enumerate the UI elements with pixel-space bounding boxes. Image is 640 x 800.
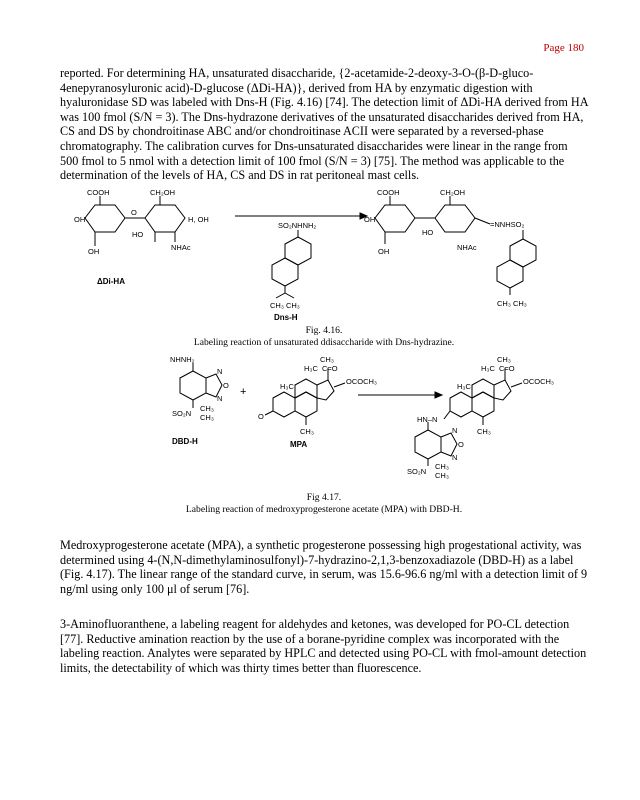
- label-cooh: COOH: [87, 188, 110, 197]
- label-product-h3c-2: H₃C: [457, 382, 471, 391]
- compound-name-dns-h: Dns-H: [274, 313, 298, 322]
- figure-4-17-scheme: [60, 353, 588, 489]
- label-mpa-ococh3: OCOCH₃: [346, 377, 377, 386]
- compound-name-di-ha: ΔDi-HA: [97, 277, 125, 286]
- label-product-oh: OH: [364, 215, 376, 224]
- reaction-scheme-dns-hydrazine: [60, 188, 588, 323]
- label-so2n: SO₂N: [172, 409, 192, 418]
- figure-4-17-caption: [60, 492, 588, 515]
- compound-name-dbd-h: DBD-H: [172, 437, 198, 446]
- compound-name-mpa: MPA: [290, 440, 308, 449]
- label-mpa-ch3-bottom: CH₃: [300, 427, 314, 436]
- label-oh: OH: [74, 215, 86, 224]
- product-naphthalene-a: [510, 239, 536, 267]
- label-nme2: CH₃ CH₃: [270, 301, 300, 310]
- label-product-ch3-a: CH₃: [435, 462, 449, 471]
- label-product-ch3-bottom: CH₃: [477, 427, 491, 436]
- label-product-oh-lower: OH: [378, 247, 390, 256]
- mpa-ring-d: [317, 380, 334, 400]
- product-dbd-ring: [415, 430, 441, 459]
- mpa-ring-c: [295, 379, 317, 398]
- label-product-c-eq-o: C=O: [499, 364, 515, 373]
- label-product-h3c: H₃C: [481, 364, 495, 373]
- label-n-2: N: [217, 394, 223, 403]
- figure-4-16-label: Fig. 4.16.: [305, 325, 343, 336]
- label-product-so2n: SO₂N: [407, 467, 427, 476]
- label-product-n-2: N: [452, 453, 458, 462]
- product-glucosamine-ring: [435, 205, 475, 232]
- figure-4-16-caption-text: Labeling reaction of unsaturated ddisaccharide with Dns-hydrazine.: [193, 336, 455, 348]
- dbd-benzene-ring: [180, 371, 206, 400]
- label-product-ho: HO: [422, 228, 434, 237]
- paragraph-mpa: Medroxyprogesterone acetate (MPA), a synthetic progesterone possessing high progestational activity, was determined using 4-(N,N-dimethylaminosulfonyl)-7-hydrazino-2,1,3-benzoxadiazole (DBD-H) as a label (Fig. 4.17). The linear range of the standard curve, in serum, was 15.6-96.6 ng/ml with a detection limit of 9 ng/ml using only 100 μl of serum [76].: [60, 538, 588, 596]
- label-oh-lower: OH: [88, 247, 100, 256]
- label-ch3-a: CH₃: [200, 404, 214, 413]
- label-so2nhnh2: SO₂NHNH₂: [278, 221, 317, 230]
- label-o-ring: O: [223, 381, 229, 390]
- label-ch3-b: CH₃: [200, 413, 214, 422]
- label-product-nme2: CH₃ CH₃: [497, 299, 527, 308]
- figure-4-16-scheme: [60, 188, 588, 323]
- naphthalene-ring-b: [272, 258, 298, 286]
- glucosamine-ring: [145, 205, 185, 232]
- label-ho: HO: [132, 230, 144, 239]
- label-h-oh: H, OH: [188, 215, 209, 224]
- label-product-ococh3: OCOCH₃: [523, 377, 554, 386]
- label-nhnh2: NHNH₂: [170, 355, 195, 364]
- paragraph-aminofluoranthene: 3-Aminofluoranthene, a labeling reagent for aldehydes and ketones, was developed for PO-CL detection [77]. Reductive amination reaction by the use of a borane-pyridine complex was incorporated with the labeling reaction. Analytes were separated by HPLC and detected using PO-CL with fmol-amount detection limits, the detectability of which was thirty times better than fluorescence.: [60, 617, 587, 675]
- product-ring-d: [494, 380, 511, 400]
- label-n-1: N: [217, 367, 223, 376]
- mpa-ring-a: [273, 392, 295, 417]
- paragraph-hyaluronic-acid: reported. For determining HA, unsaturated disaccharide, {2-acetamide-2-deoxy-3-O-(β-D-gluco-4enepyranosyluronic acid)-D-glucose (ΔDi-HA)}, derived from HA by enzymatic digestion with hyaluronidase SD was labeled with Dns-H (Fig. 4.16) [74]. The detection limit of ΔDi-HA derived from HA was 100 fmol (S/N = 3). The Dns-hydrazone derivatives of the unsaturated disaccharides derived from HA, CS and DS by chondroitinase ABC and/or chondroitinase ACII were separated by a reversed-phase chromatography. The calibration curves for Dns-unsaturated disaccharides were linear in the range from 500 fmol to 5 nmol with a detection limit of 100 fmol (S/N = 3) [75]. The method was applicable to the determination of the levels of HA, CS and DS in rat peritoneal mast cells.: [60, 66, 588, 183]
- label-product-ch3-b: CH₃: [435, 471, 449, 480]
- label-mpa-ketone-o: O: [258, 412, 264, 421]
- product-naphthalene-b: [497, 260, 523, 288]
- label-nhac: NHAc: [171, 243, 191, 252]
- label-product-o-ring: O: [458, 440, 464, 449]
- label-product-ch3-top: CH₃: [497, 355, 511, 364]
- label-product-nhac: NHAc: [457, 243, 477, 252]
- label-nnhso2: =NNHSO₂: [490, 220, 525, 229]
- label-mpa-h3c-2: H₃C: [280, 382, 294, 391]
- label-product-n-1: N: [452, 426, 458, 435]
- product-ring-a: [450, 392, 472, 417]
- uronic-acid-ring: [85, 205, 125, 232]
- naphthalene-ring-a: [285, 237, 311, 265]
- label-mpa-ch3-top: CH₃: [320, 355, 334, 364]
- figure-4-16-caption: [60, 325, 588, 348]
- plus-sign: +: [240, 386, 247, 398]
- label-hn-n: HN–N: [417, 415, 438, 424]
- figure-4-17-caption-text: Labeling reaction of medroxyprogesterone acetate (MPA) with DBD-H.: [185, 503, 463, 515]
- page-number: Page 180: [543, 42, 584, 54]
- product-ring-c: [472, 379, 494, 398]
- product-uronic-ring: [375, 205, 415, 232]
- figure-4-17-label: Fig 4.17.: [306, 492, 342, 503]
- label-mpa-c-eq-o: C=O: [322, 364, 338, 373]
- label-product-ch2oh: CH₂OH: [440, 188, 465, 197]
- label-ch2oh: CH₂OH: [150, 188, 175, 197]
- label-product-cooh: COOH: [377, 188, 400, 197]
- label-o-bridge: O: [131, 208, 137, 217]
- label-mpa-h3c: H₃C: [304, 364, 318, 373]
- reaction-scheme-dbd-h: [60, 353, 588, 489]
